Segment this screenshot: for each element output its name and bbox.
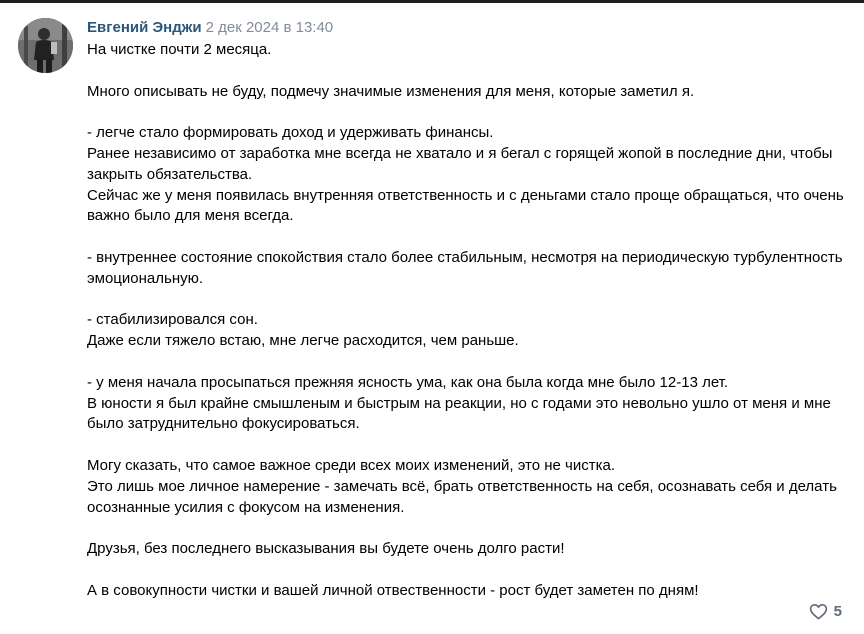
comment-line: Много описывать не буду, подмечу значимые изменения для меня, которые заметил я. [87, 82, 695, 100]
avatar-photo [18, 18, 73, 73]
like-count: 5 [833, 603, 842, 620]
comment-header [87, 19, 333, 37]
author-name[interactable]: Евгений Энджи [87, 19, 202, 36]
comment-line: - легче стало формировать доход и удерживать финансы. [87, 124, 494, 142]
comment-line: Сейчас же у меня появилась внутренняя ответственность и с деньгами стало проще обращаться, что очень [87, 186, 844, 204]
comment-line: важно было для меня всегда. [87, 207, 294, 225]
comment-line: Могу сказать, что самое важное среди всех моих изменений, это не чистка. [87, 456, 616, 474]
comment-line: А в совокупности чистки и вашей личной отвественности - рост будет заметен по дням! [87, 581, 699, 599]
comment-blank-line [87, 518, 847, 539]
comment-line: На чистке почти 2 месяца. [87, 41, 272, 58]
comment-line: Ранее независимо от заработка мне всегда не хватало и я бегал с горящей жопой в последние дни, чтобы [87, 144, 833, 162]
comment-line: Это лишь мое личное намерение - замечать всё, брать ответственность на себя, осознавать себя и делать [87, 477, 837, 495]
comment-blank-line [87, 290, 847, 311]
comment-line: было затруднительно фокусироваться. [87, 415, 360, 433]
comment-blank-line [87, 352, 847, 373]
comment-line: В юности я был крайне смышленым и быстрым на реакции, но с годами это невольно ушло от меня и мне [87, 394, 831, 412]
avatar[interactable] [18, 18, 73, 73]
comment-blank-line [87, 227, 847, 248]
comment-blank-line [87, 435, 847, 456]
comment-line: - внутреннее состояние спокойствия стало более стабильным, несмотря на периодическую турбулентность [87, 248, 843, 266]
comment-text [87, 40, 847, 602]
heart-icon [809, 603, 828, 620]
comment-date[interactable]: 2 дек 2024 в 13:40 [205, 19, 334, 36]
comment-line: осознанные усилия с фокусом на изменения. [87, 498, 405, 516]
like-button[interactable] [809, 603, 842, 620]
comment-line: - у меня начала просыпаться прежняя ясность ума, как она была когда мне было 12-13 лет. [87, 373, 729, 391]
comment-line: закрыть обязательства. [87, 165, 253, 183]
comment-blank-line [87, 61, 847, 82]
comment-line: эмоциональную. [87, 269, 204, 287]
comment-line: Даже если тяжело встаю, мне легче расходится, чем раньше. [87, 332, 519, 350]
comment-line: Друзья, без последнего высказывания вы будете очень долго расти! [87, 540, 565, 558]
comment-blank-line [87, 102, 847, 123]
comment-blank-line [87, 560, 847, 581]
comment-line: - стабилизировался сон. [87, 311, 258, 329]
